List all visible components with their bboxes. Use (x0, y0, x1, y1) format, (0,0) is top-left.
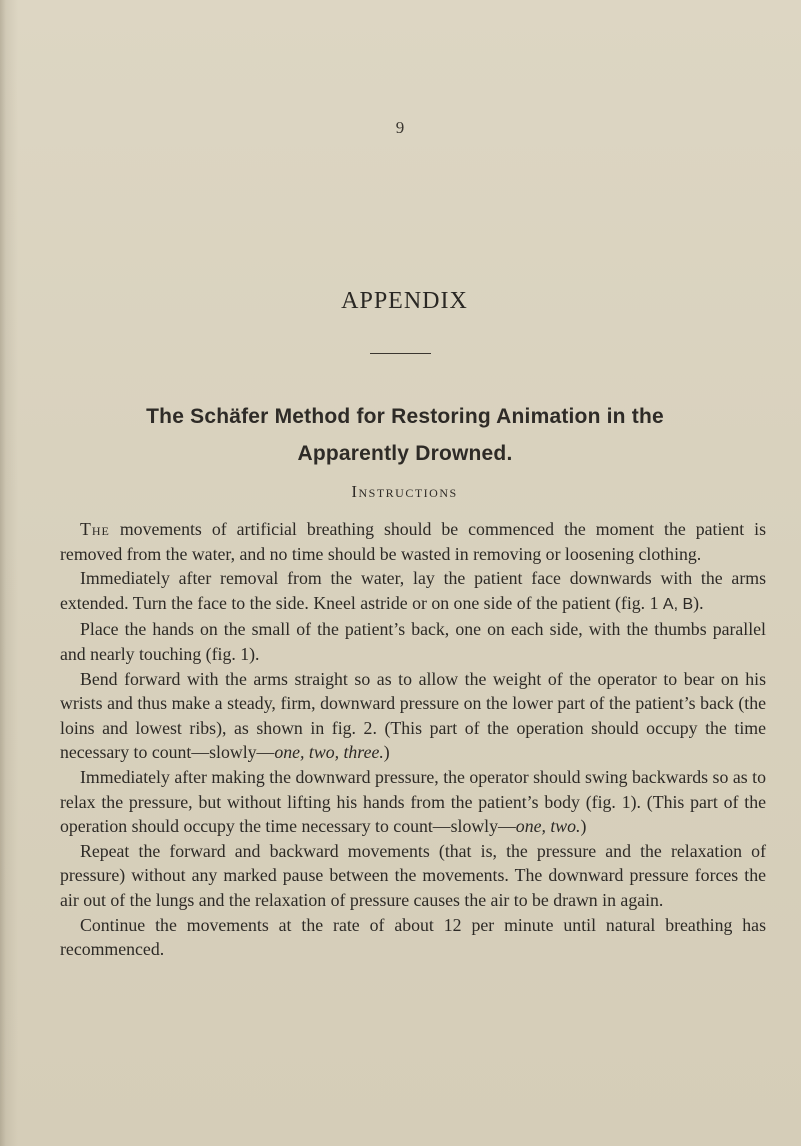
appendix-title: APPENDIX (341, 288, 468, 314)
figure-reference: A, B (662, 595, 694, 613)
paragraph-5-end: ) (580, 816, 587, 837)
instructions-heading: Instructions (351, 482, 458, 501)
paragraph-2 (60, 566, 766, 617)
method-title (60, 398, 750, 472)
method-title-line-1: The Schäfer Method for Restoring Animation in the (146, 405, 664, 428)
title-divider (370, 353, 431, 354)
paragraph-4-count: one, two, three. (274, 742, 384, 763)
paragraph-1-text: movements of artificial breathing should be commenced the moment the patient is removed from the water, and no time should be wasted in removing or loosening clothing. (60, 519, 766, 564)
paragraph-1-lead: The (80, 519, 110, 539)
paragraph-5-text: Immediately after making the downward pressure, the operator should swing backwards so as to relax the pressure, but without lifting his hands from the patient’s body (fig. 1). (This part of the operation should occupy the time necessary to count—slowly— (60, 766, 766, 837)
paragraph-1 (60, 517, 766, 566)
paragraph-2-text: Immediately after removal from the water, lay the patient face downwards with the arms extended. Turn the face to the side. Kneel astride or on one side of the patient (fig. 1 (60, 568, 766, 613)
page-number: 9 (395, 118, 405, 137)
paragraph-5 (60, 765, 766, 839)
method-title-line-2: Apparently Drowned. (297, 442, 513, 465)
paragraph-3: Place the hands on the small of the patient’s back, one on each side, with the thumbs parallel and nearly touching (fig. 1). (60, 619, 766, 664)
paragraph-5-count: one, two. (515, 816, 581, 837)
paragraph-2-end: ). (693, 592, 704, 613)
paragraph-4 (60, 667, 766, 765)
paragraph-7: Continue the movements at the rate of about 12 per minute until natural breathing has recommenced. (60, 914, 766, 960)
paragraph-4-end: ) (383, 742, 390, 763)
instructions-body (60, 517, 766, 962)
paragraph-4-text: Bend forward with the arms straight so as to allow the weight of the operator to bear on his wrists and thus make a steady, firm, downward pressure on the lower part of the patient’s back (the loins and lowest ribs), as shown in fig. 2. (This part of the operation should occupy the time necessary to count—slowly— (60, 668, 766, 763)
paragraph-6: Repeat the forward and backward movements (that is, the pressure and the relaxation of pressure) without any marked pause between the movements. The downward pressure forces the air out of the lungs and the relaxation of pressure causes the air to be drawn in again. (60, 840, 766, 910)
